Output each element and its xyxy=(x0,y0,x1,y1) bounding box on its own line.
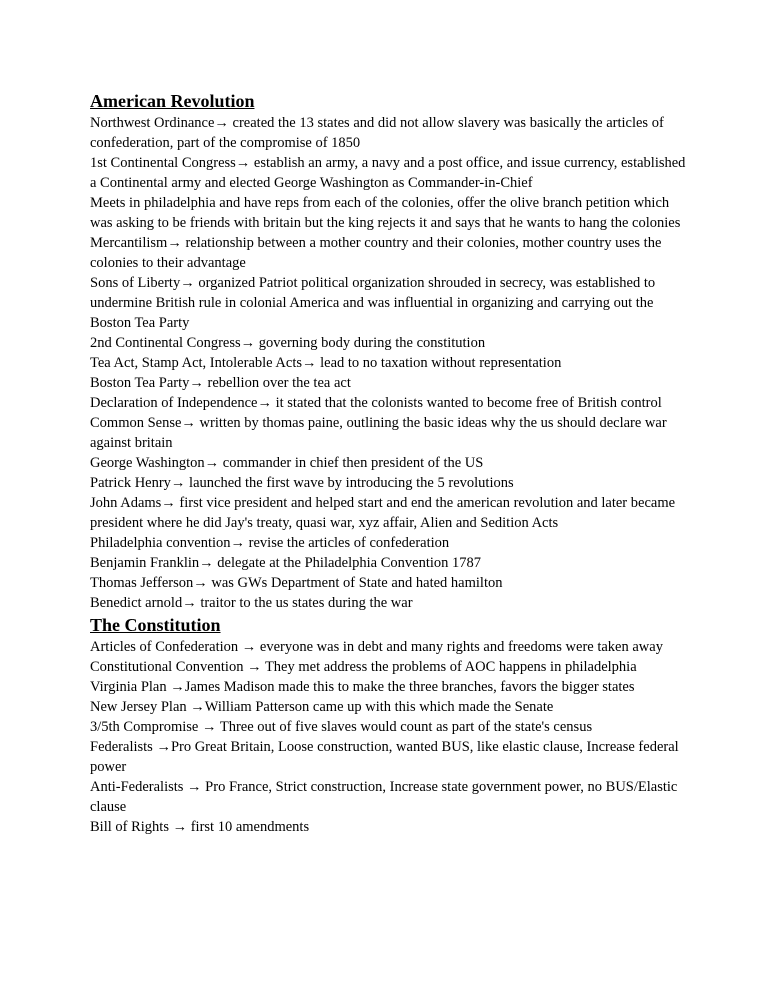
note-entry: Sons of Liberty→ organized Patriot political organization shrouded in secrecy, was established to undermine British rule in colonial America and was influential in organizing and carrying out the Boston Tea Party xyxy=(90,275,656,331)
note-entry: Boston Tea Party→ rebellion over the tea act xyxy=(90,375,351,391)
note-entry: Federalists →Pro Great Britain, Loose construction, wanted BUS, like elastic clause, Increase federal power xyxy=(90,739,679,775)
note-entry: Philadelphia convention→ revise the articles of confederation xyxy=(90,535,450,551)
note-entry: Declaration of Independence→ it stated that the colonists wanted to become free of British control xyxy=(90,395,662,411)
note-entry: Benjamin Franklin→ delegate at the Philadelphia Convention 1787 xyxy=(90,555,482,571)
note-entry: Articles of Confederation → everyone was in debt and many rights and freedoms were taken away xyxy=(90,639,663,655)
note-entry: John Adams→ first vice president and helped start and end the american revolution and later became president where he did Jay's treaty, quasi war, xyz affair, Alien and Sedition Acts xyxy=(90,495,676,531)
note-entry: New Jersey Plan →William Patterson came up with this which made the Senate xyxy=(90,699,554,715)
note-entry: 2nd Continental Congress→ governing body during the constitution xyxy=(90,335,486,351)
note-entry: Constitutional Convention → They met address the problems of AOC happens in philadelphia xyxy=(90,659,637,675)
section-heading: American Revolution xyxy=(90,91,255,111)
note-entry: Meets in philadelphia and have reps from each of the colonies, offer the olive branch petition which was asking to be friends with britain but the king rejects it and says that he wants to hang the colonies xyxy=(90,195,681,231)
section-heading: The Constitution xyxy=(90,615,221,635)
note-entry: 1st Continental Congress→ establish an army, a navy and a post office, and issue currency, established a Continental army and elected George Washington as Commander-in-Chief xyxy=(90,155,686,191)
note-entry: Northwest Ordinance→ created the 13 states and did not allow slavery was basically the articles of confederation, part of the compromise of 1850 xyxy=(90,115,664,151)
document-page xyxy=(90,90,690,837)
note-entry: Anti-Federalists → Pro France, Strict construction, Increase state government power, no BUS/Elastic clause xyxy=(90,779,678,815)
note-entry: Bill of Rights → first 10 amendments xyxy=(90,819,310,835)
note-entry: Common Sense→ written by thomas paine, outlining the basic ideas why the us should declare war against britain xyxy=(90,415,667,451)
note-entry: Mercantilism→ relationship between a mother country and their colonies, mother country uses the colonies to their advantage xyxy=(90,235,662,271)
note-entry: George Washington→ commander in chief then president of the US xyxy=(90,455,484,471)
section-the-constitution xyxy=(90,614,690,837)
note-entry: Virginia Plan →James Madison made this to make the three branches, favors the bigger states xyxy=(90,679,635,695)
note-entry: 3/5th Compromise → Three out of five slaves would count as part of the state's census xyxy=(90,719,593,735)
note-entry: Thomas Jefferson→ was GWs Department of State and hated hamilton xyxy=(90,575,503,591)
section-american-revolution xyxy=(90,90,690,613)
note-entry: Patrick Henry→ launched the first wave by introducing the 5 revolutions xyxy=(90,475,514,491)
note-entry: Benedict arnold→ traitor to the us states during the war xyxy=(90,595,413,611)
note-entry: Tea Act, Stamp Act, Intolerable Acts→ lead to no taxation without representation xyxy=(90,355,562,371)
